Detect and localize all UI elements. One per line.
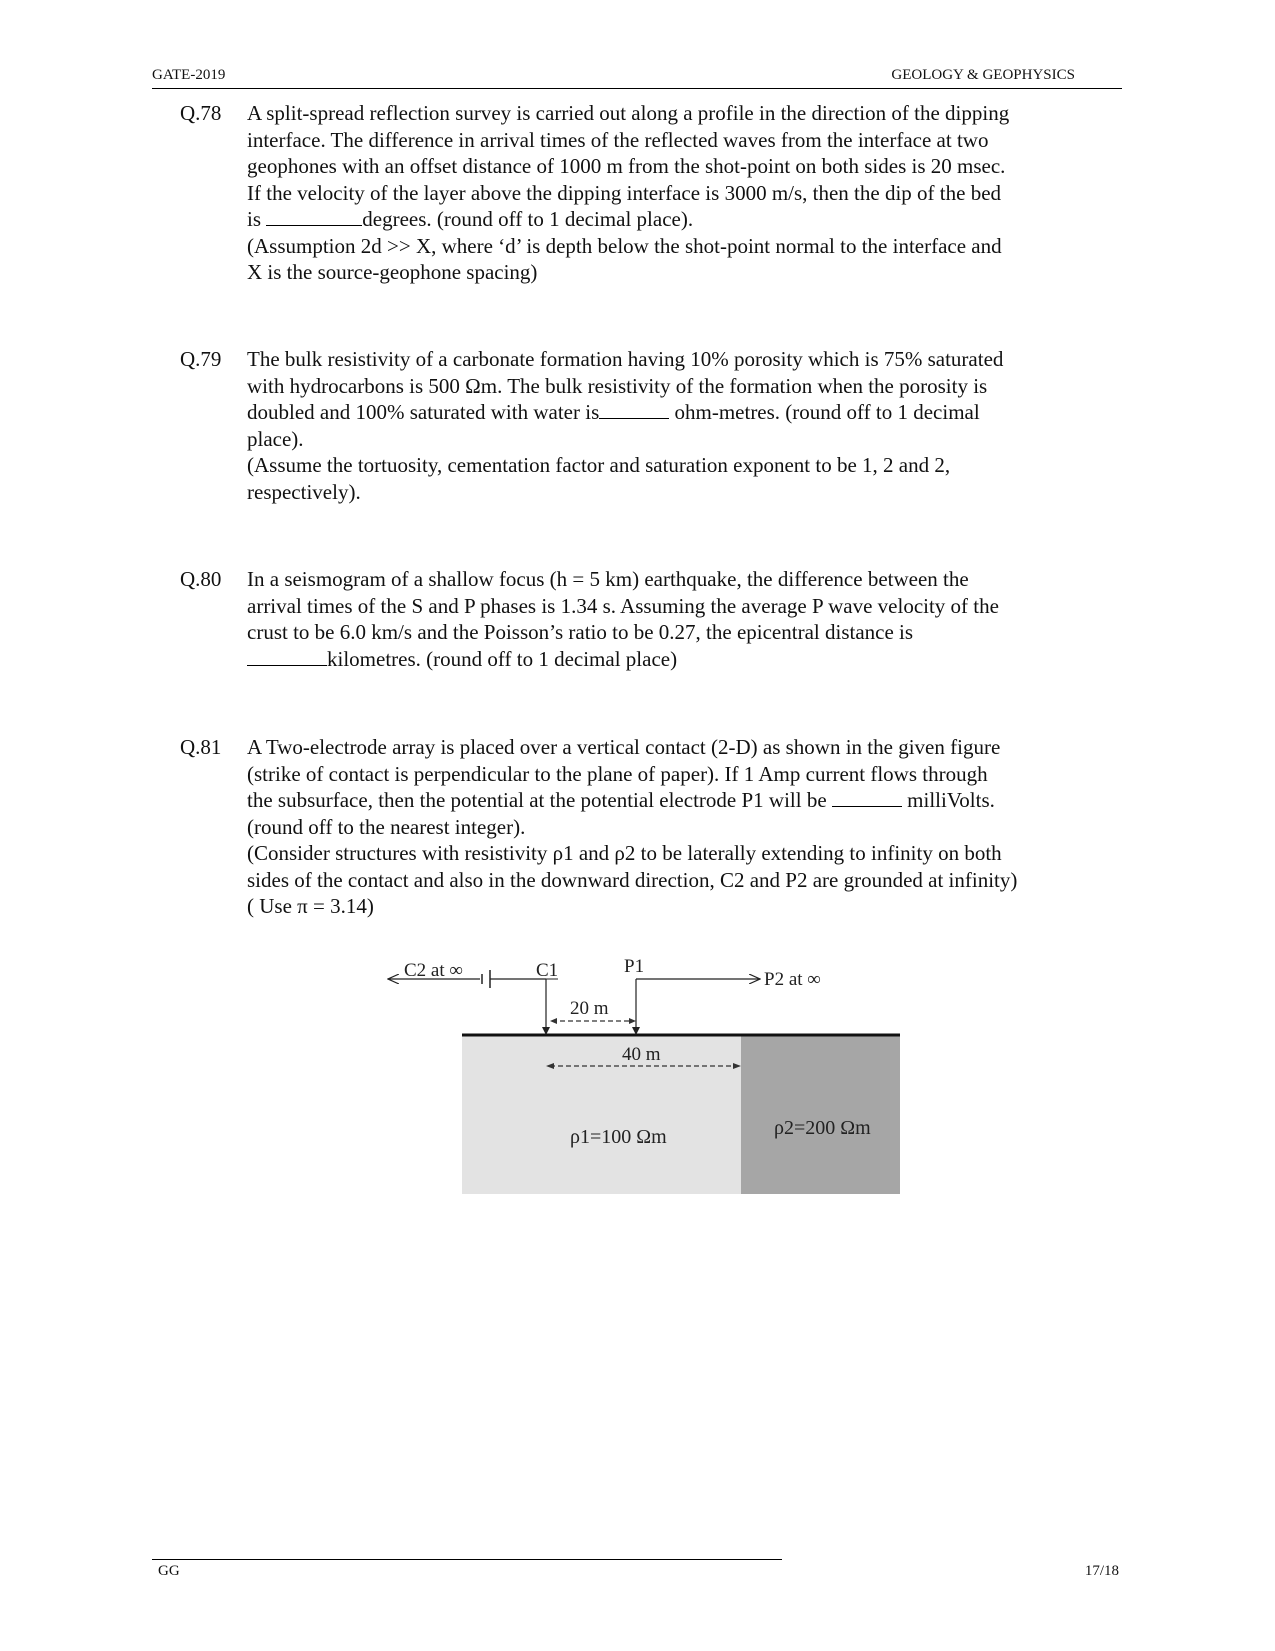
question-note-line: (Assumption 2d >> X, where ‘d’ is depth below the shot-point normal to the interface and [247, 233, 1002, 258]
question-text-line: interface. The difference in arrival times of the reflected waves from the interface at two [247, 127, 989, 152]
question-note-line: (Consider structures with resistivity ρ1 and ρ2 to be laterally extending to infinity on both [247, 841, 1002, 865]
header-exam-title: GATE-2019 [152, 67, 226, 83]
c2-label: C2 at ∞ [404, 960, 463, 981]
question-note-line: (Assume the tortuosity, cementation factor and saturation exponent to be 1, 2 and 2, [247, 453, 951, 477]
question-text-line: place). [247, 426, 304, 451]
question-note-line: respectively). [247, 479, 361, 504]
answer-blank[interactable] [266, 207, 362, 226]
rho1-label: ρ1=100 Ωm [570, 1126, 667, 1148]
dimension-arrowhead [629, 1018, 636, 1024]
dimension-arrowhead [550, 1018, 557, 1024]
two-electrode-figure [380, 950, 940, 1200]
question-text-fragment: doubled and 100% saturated with water is [247, 400, 600, 424]
question-text-line: arrival times of the S and P phases is 1.34 s. Assuming the average P wave velocity of the [247, 593, 999, 618]
p1-label: P1 [624, 956, 645, 977]
question-note-line: sides of the contact and also in the downward direction, C2 and P2 are grounded at infinity) [247, 867, 1018, 892]
figure-canvas [380, 950, 940, 1200]
rho1-block [462, 1036, 741, 1194]
question-text-fragment: milliVolts. [901, 788, 995, 812]
question-80 [180, 566, 1110, 672]
distance-c1-contact-label: 40 m [622, 1044, 661, 1065]
question-text-line: (strike of contact is perpendicular to the plane of paper). If 1 Amp current flows through [247, 761, 988, 786]
question-text-line: In a seismogram of a shallow focus (h = 5 km) earthquake, the difference between the [247, 567, 969, 591]
question-number: Q.79 [180, 347, 222, 371]
question-text-fragment: kilometres. (round off to 1 decimal place) [327, 646, 678, 671]
rho2-block [741, 1036, 900, 1194]
c1-label: C1 [536, 960, 559, 981]
answer-blank[interactable] [247, 647, 327, 666]
question-number: Q.80 [180, 567, 222, 591]
question-text-fragment: the subsurface, then the potential at the potential electrode P1 will be [247, 788, 832, 812]
question-78 [180, 100, 1110, 286]
question-note-line: ( Use π = 3.14) [247, 894, 374, 918]
question-text-line: A split-spread reflection survey is carried out along a profile in the direction of the dipping [247, 101, 1010, 125]
question-81 [180, 734, 1110, 920]
page-number: 17/18 [1084, 1563, 1119, 1579]
question-note-line: X is the source-geophone spacing) [247, 260, 538, 284]
question-text-line: (round off to the nearest integer). [247, 814, 526, 839]
header-divider [152, 88, 1122, 89]
footer-divider [152, 1559, 782, 1560]
question-text-fragment: ohm-metres. (round off to 1 decimal [669, 400, 980, 424]
distance-c1-p1-label: 20 m [570, 998, 609, 1019]
question-text-line: geophones with an offset distance of 1000 m from the shot-point on both sides is 20 msec. [247, 154, 1006, 178]
question-number: Q.81 [180, 735, 222, 759]
p2-label: P2 at ∞ [764, 969, 821, 990]
answer-blank[interactable] [832, 788, 902, 807]
question-number: Q.78 [180, 101, 222, 125]
header-subject: GEOLOGY & GEOPHYSICS [891, 67, 1075, 83]
footer-paper-code: GG [158, 1563, 180, 1579]
question-text-line: with hydrocarbons is 500 Ωm. The bulk resistivity of the formation when the porosity is [247, 373, 988, 398]
question-text-line: The bulk resistivity of a carbonate formation having 10% porosity which is 75% saturated [247, 347, 1004, 371]
question-text-fragment: is [247, 207, 267, 231]
answer-blank[interactable] [599, 400, 669, 419]
rho2-label: ρ2=200 Ωm [774, 1117, 871, 1139]
question-text-line: A Two-electrode array is placed over a vertical contact (2-D) as shown in the given figure [247, 735, 1001, 759]
question-text-line: crust to be 6.0 km/s and the Poisson’s ratio to be 0.27, the epicentral distance is [247, 620, 914, 644]
question-text-line: If the velocity of the layer above the dipping interface is 3000 m/s, then the dip of the bed [247, 180, 1002, 205]
question-text-fragment: degrees. (round off to 1 decimal place). [362, 207, 694, 231]
question-79 [180, 346, 1110, 505]
